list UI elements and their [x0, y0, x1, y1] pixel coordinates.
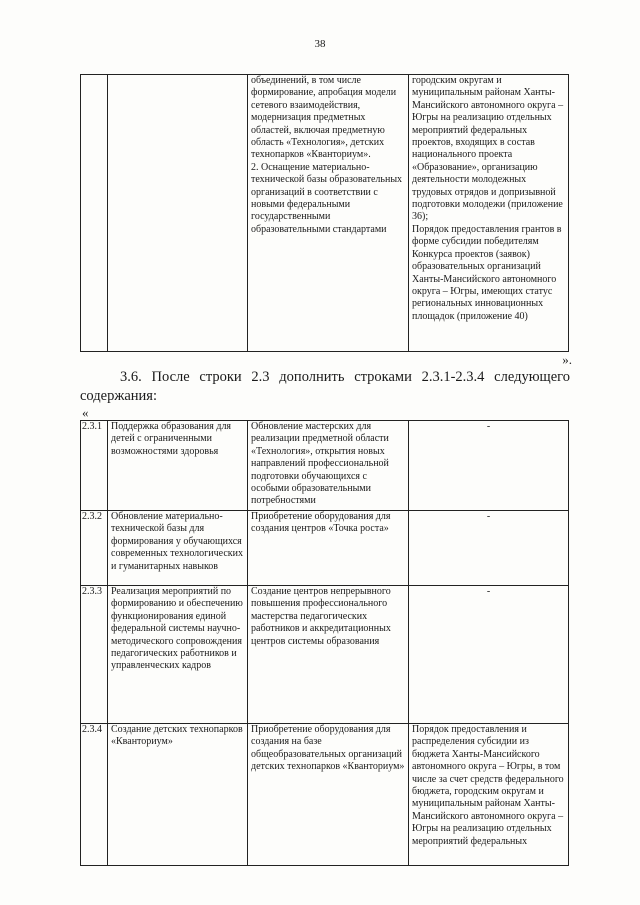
row-document: -: [409, 511, 569, 586]
row-number: 2.3.2: [81, 511, 108, 586]
row-document: Порядок предоставления и распределения субсидии из бюджета Ханты-Мансийского автономного округа – Югры, в том числе за счет средств федерального бюджета, городским округам и муниципальным районам Ханты-Мансийского автономного округа – Югры на реализацию отдельных мероприятий федеральных: [409, 724, 569, 866]
table-row: [81, 421, 569, 511]
row-document: -: [409, 421, 569, 511]
row-number: 2.3.1: [81, 421, 108, 511]
row-measure: Приобретение оборудования для создания центров «Точка роста»: [248, 511, 409, 586]
row-measure: Обновление мастерских для реализации предметной области «Технология», открытия новых направлений профессиональной подготовки обучающихся с особыми образовательными потребностями: [248, 421, 409, 511]
table-cell-document: городским округам и муниципальным районам Ханты-Мансийского автономного округа – Югры на реализацию отдельных мероприятий федеральных проектов, входящих в состав национального проекта «Образование», организацию деятельности молодежных трудовых отрядов и допризывной подготовки молодежи (приложение 36); Порядок предоставления грантов в форме субсидии победителям Конкурса проектов (заявок) образовательных организаций Ханты-Мансийского автономного округа – Югры, имеющих статус региональных инновационных площадок (приложение 40): [409, 75, 569, 352]
table-row: [81, 511, 569, 586]
table-row: [81, 75, 569, 352]
row-name: Создание детских технопарков «Кванториум»: [108, 724, 248, 866]
row-name: Обновление материально-технической базы для формирования у обучающихся современных технологических и гуманитарных навыков: [108, 511, 248, 586]
row-number: 2.3.3: [81, 586, 108, 724]
row-measure: Приобретение оборудования для создания на базе общеобразовательных организаций детских технопарков «Кванториум»: [248, 724, 409, 866]
table-cell-name: [108, 75, 248, 352]
row-name: Поддержка образования для детей с ограниченными возможностями здоровья: [108, 421, 248, 511]
closing-quote: ».: [562, 352, 572, 367]
page-number: 38: [314, 38, 326, 50]
table-row: [81, 586, 569, 724]
table-row: [81, 724, 569, 866]
row-number: 2.3.4: [81, 724, 108, 866]
table-cell-number: [81, 75, 108, 352]
new-rows-table: [80, 420, 569, 866]
continued-table: [80, 74, 569, 352]
paragraph-text: 3.6. После строки 2.3 дополнить строками 2.3.1-2.3.4 следующего содержания:: [80, 369, 570, 404]
row-document: -: [409, 586, 569, 724]
amendment-paragraph: [80, 368, 570, 406]
row-name: Реализация мероприятий по формированию и обеспечению функционирования единой федеральной системы научно-методического сопровождения педагогических работников и управленческих кадров: [108, 586, 248, 724]
row-measure: Создание центров непрерывного повышения профессионального мастерства педагогических работников и аккредитационных центров системы образования: [248, 586, 409, 724]
table-cell-measure: объединений, в том числе формирование, апробация модели сетевого взаимодействия, модернизация предметных областей, включая предметную область «Технология», детских технопарков «Кванториум». 2. Оснащение материально-технической базы образовательных организаций в соответствии с новыми федеральными государственными образовательными стандартами: [248, 75, 409, 352]
opening-quote: «: [82, 405, 89, 420]
